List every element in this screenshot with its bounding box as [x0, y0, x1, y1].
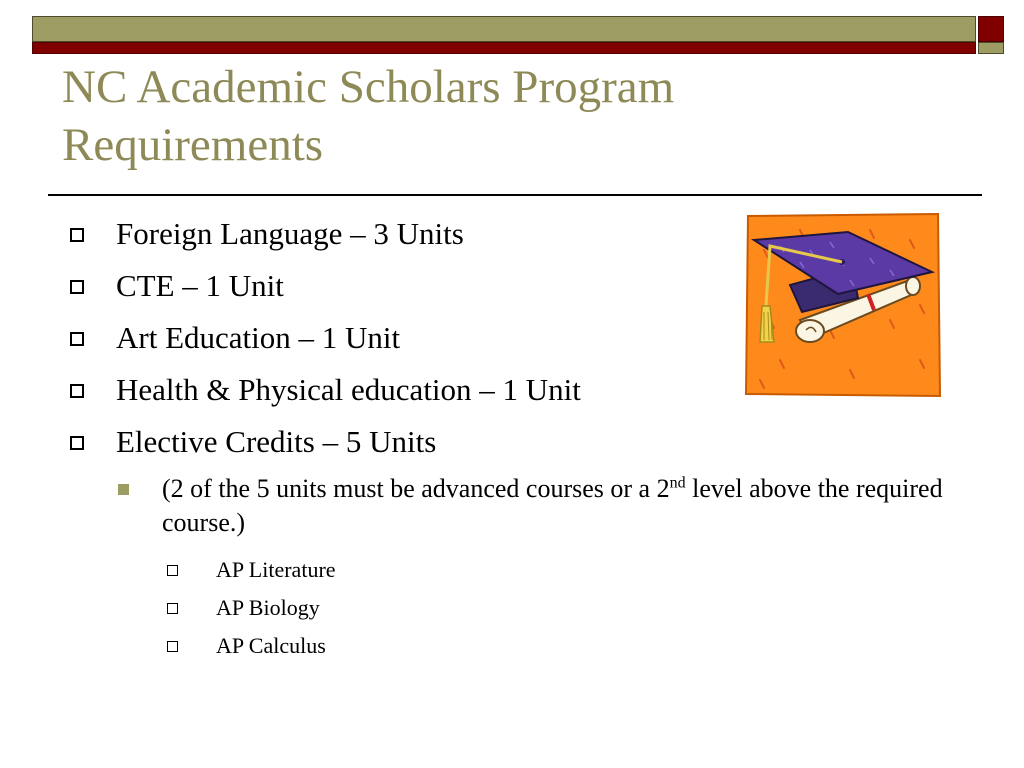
sub-bullet-item	[116, 472, 946, 540]
course-item	[162, 627, 562, 665]
header-bar-maroon	[32, 42, 976, 54]
sub-bullet-text-start: (2 of the 5 units must be advanced courses or a 2	[162, 474, 670, 503]
bullet-item	[64, 364, 764, 416]
bullet-text: CTE – 1 Unit	[116, 268, 284, 303]
bullet-text: Art Education – 1 Unit	[116, 320, 401, 355]
filled-square-bullet-icon	[118, 484, 129, 495]
course-item	[162, 551, 562, 589]
ordinal-superscript: nd	[669, 474, 686, 492]
bullet-text: Health & Physical education – 1 Unit	[116, 372, 581, 407]
sub-bullet-list	[116, 472, 946, 540]
header-bar-olive	[32, 16, 976, 42]
hollow-square-bullet-icon	[167, 603, 178, 614]
bullet-item	[64, 416, 764, 468]
sub-bullet-text-end: level above the required course.)	[162, 474, 943, 537]
course-text: AP Literature	[216, 557, 336, 582]
hollow-square-bullet-icon	[167, 641, 178, 652]
hollow-square-bullet-icon	[70, 332, 84, 346]
hollow-square-bullet-icon	[167, 565, 178, 576]
course-item	[162, 589, 562, 627]
bullet-text: Elective Credits – 5 Units	[116, 424, 437, 459]
title-divider	[48, 194, 982, 196]
bullet-item	[64, 260, 764, 312]
hollow-square-bullet-icon	[70, 280, 84, 294]
hollow-square-bullet-icon	[70, 228, 84, 242]
header-square-olive	[978, 42, 1004, 54]
bullet-item	[64, 208, 764, 260]
course-text: AP Biology	[216, 595, 320, 620]
hollow-square-bullet-icon	[70, 436, 84, 450]
graduation-cap-diploma-icon	[740, 210, 944, 400]
bullet-text: Foreign Language – 3 Units	[116, 216, 464, 251]
bullet-item	[64, 312, 764, 364]
slide-title: NC Academic Scholars Program Requirements	[62, 61, 675, 171]
hollow-square-bullet-icon	[70, 384, 84, 398]
header-square-maroon	[978, 16, 1004, 42]
course-text: AP Calculus	[216, 633, 326, 658]
course-list	[162, 551, 562, 665]
main-bullet-list	[64, 208, 764, 468]
